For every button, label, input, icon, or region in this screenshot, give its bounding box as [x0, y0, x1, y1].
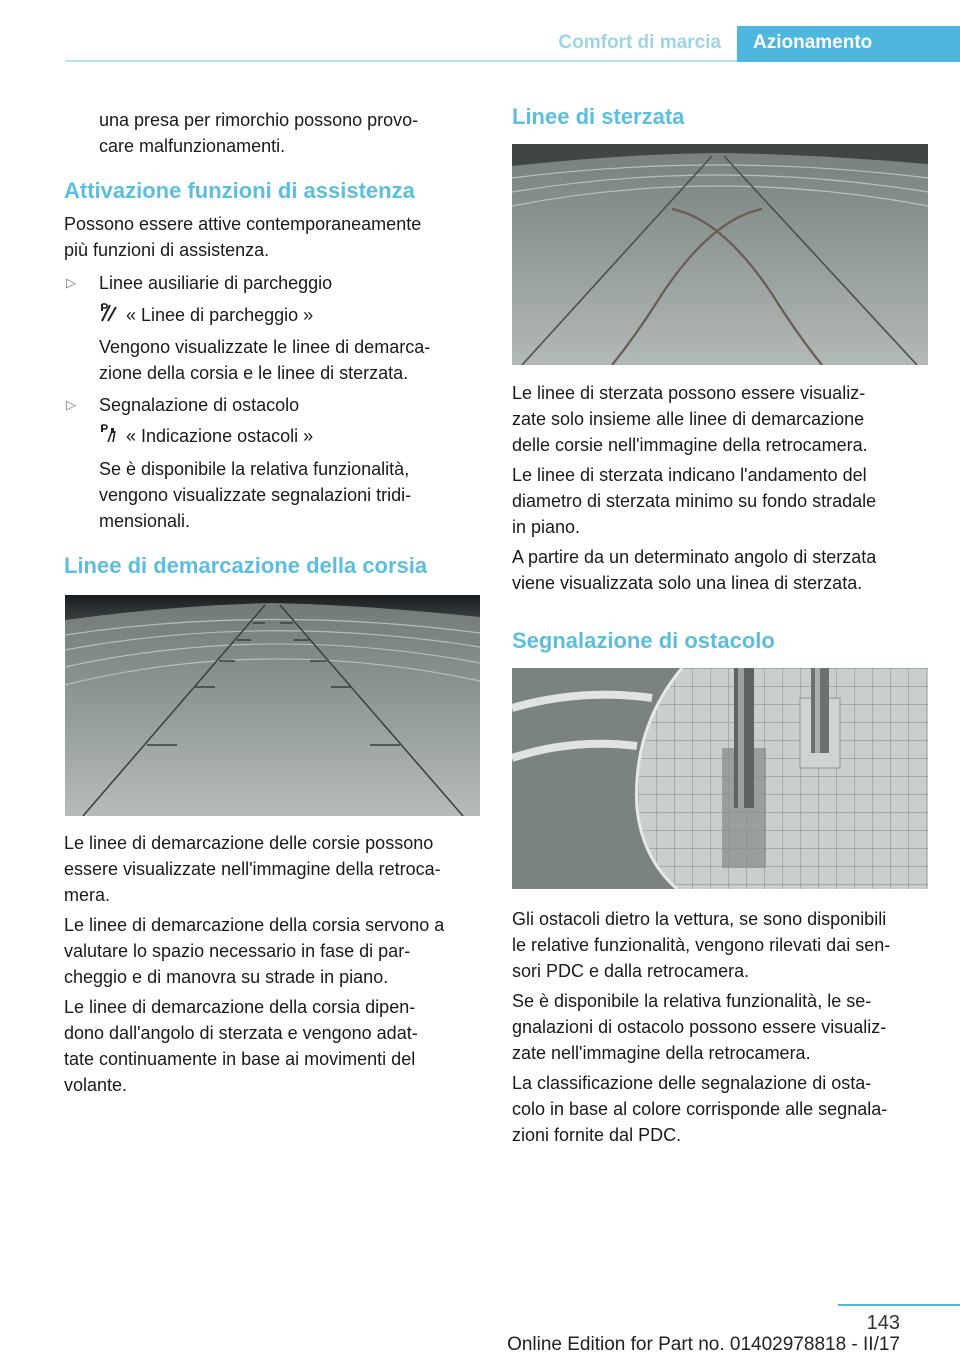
obst-text-2-line-2: gnalazioni di ostacolo possono essere visualiz-	[512, 1017, 887, 1037]
parking-lines-menu-item[interactable]: « Linee di parcheggio »	[126, 305, 314, 325]
obstacle-indicator-menu-item[interactable]: « Indicazione ostacoli »	[126, 426, 314, 446]
steer-text-1-line-3: delle corsie nell'immagine della retrocamera.	[512, 435, 868, 455]
bullet-obstacle-title: Segnalazione di ostacolo	[99, 395, 300, 415]
steer-text-2-line-1: Le linee di sterzata indicano l'andamento del	[512, 465, 867, 485]
bullet-parking-desc-1: Vengono visualizzate le linee di demarca-	[99, 337, 431, 357]
lane-text-1-line-3: mera.	[64, 885, 111, 905]
bullet-marker-icon: ▷	[66, 397, 76, 412]
obstacle-heading: Segnalazione di ostacolo	[512, 628, 775, 653]
steer-text-1-line-2: zate solo insieme alle linee di demarcazione	[512, 409, 865, 429]
page-number: 143	[866, 1312, 900, 1334]
assist-text-1: Possono essere attive contemporaneamente	[64, 214, 422, 234]
obst-text-3-line-2: colo in base al colore corrisponde alle segnala-	[512, 1099, 888, 1119]
steer-text-3-line-1: A partire da un determinato angolo di sterzata	[512, 547, 877, 567]
lane-text-1-line-2: essere visualizzate nell'immagine della retroca-	[64, 859, 441, 879]
bullet-marker-icon: ▷	[66, 275, 76, 290]
obst-text-3-line-3: zioni fornite dal PDC.	[512, 1125, 682, 1145]
bullet-obstacle-desc-3: mensionali.	[99, 511, 191, 531]
obstacle-markers-figure	[512, 668, 928, 889]
obst-text-1-line-1: Gli ostacoli dietro la vettura, se sono disponibili	[512, 909, 887, 929]
assist-text-2: più funzioni di assistenza.	[64, 240, 270, 260]
obst-text-3-line-1: La classificazione delle segnalazione di osta-	[512, 1073, 872, 1093]
bullet-obstacle-desc-2: vengono visualizzate segnalazioni tridi-	[99, 485, 412, 505]
steer-text-1-line-1: Le linee di sterzata possono essere visualiz-	[512, 383, 866, 403]
steer-text-3-line-2: viene visualizzata solo una linea di sterzata.	[512, 573, 863, 593]
edition-note: Online Edition for Part no. 01402978818 - II/17	[507, 1334, 900, 1355]
lane-text-3-line-4: volante.	[64, 1075, 128, 1095]
steering-lines-heading: Linee di sterzata	[512, 104, 685, 129]
obst-text-1-line-2: le relative funzionalità, vengono rilevati dai sen-	[512, 935, 891, 955]
chapter-tab[interactable]: Azionamento	[737, 26, 960, 62]
bullet-parking-lines-title: Linee ausiliarie di parcheggio	[99, 273, 333, 293]
parking-lines-icon	[99, 301, 119, 323]
steer-text-2-line-2: diametro di sterzata minimo su fondo stradale	[512, 491, 877, 511]
obstacle-indicator-icon	[99, 422, 119, 444]
lane-text-3-line-3: tate continuamente in base ai movimenti del	[64, 1049, 416, 1069]
assist-heading: Attivazione funzioni di assistenza	[64, 178, 415, 203]
steering-lines-figure	[512, 144, 928, 365]
intro-line-1: una presa per rimorchio possono provo-	[99, 110, 419, 130]
lane-lines-figure	[65, 595, 480, 816]
lane-text-3-line-2: dono dall'angolo di sterzata e vengono adat-	[64, 1023, 418, 1043]
lane-lines-heading: Linee di demarcazione della corsia	[64, 553, 428, 578]
section-tab[interactable]: Comfort di marcia	[540, 26, 735, 60]
obst-text-2-line-3: zate nell'immagine della retrocamera.	[512, 1043, 811, 1063]
lane-text-3-line-1: Le linee di demarcazione della corsia dipen-	[64, 997, 416, 1017]
footer-rule	[838, 1304, 960, 1306]
bullet-obstacle-desc-1: Se è disponibile la relativa funzionalità,	[99, 459, 410, 479]
lane-text-2-line-3: cheggio e di manovra su strade in piano.	[64, 967, 389, 987]
obst-text-2-line-1: Se è disponibile la relativa funzionalità, le se-	[512, 991, 872, 1011]
intro-line-2: care malfunzionamenti.	[99, 136, 286, 156]
lane-text-2-line-1: Le linee di demarcazione della corsia servono a	[64, 915, 445, 935]
steer-text-2-line-3: in piano.	[512, 517, 581, 537]
lane-text-2-line-2: valutare lo spazio necessario in fase di par-	[64, 941, 411, 961]
lane-text-1-line-1: Le linee di demarcazione delle corsie possono	[64, 833, 434, 853]
obst-text-1-line-3: sori PDC e dalla retrocamera.	[512, 961, 750, 981]
bullet-parking-desc-2: zione della corsia e le linee di sterzata.	[99, 363, 409, 383]
